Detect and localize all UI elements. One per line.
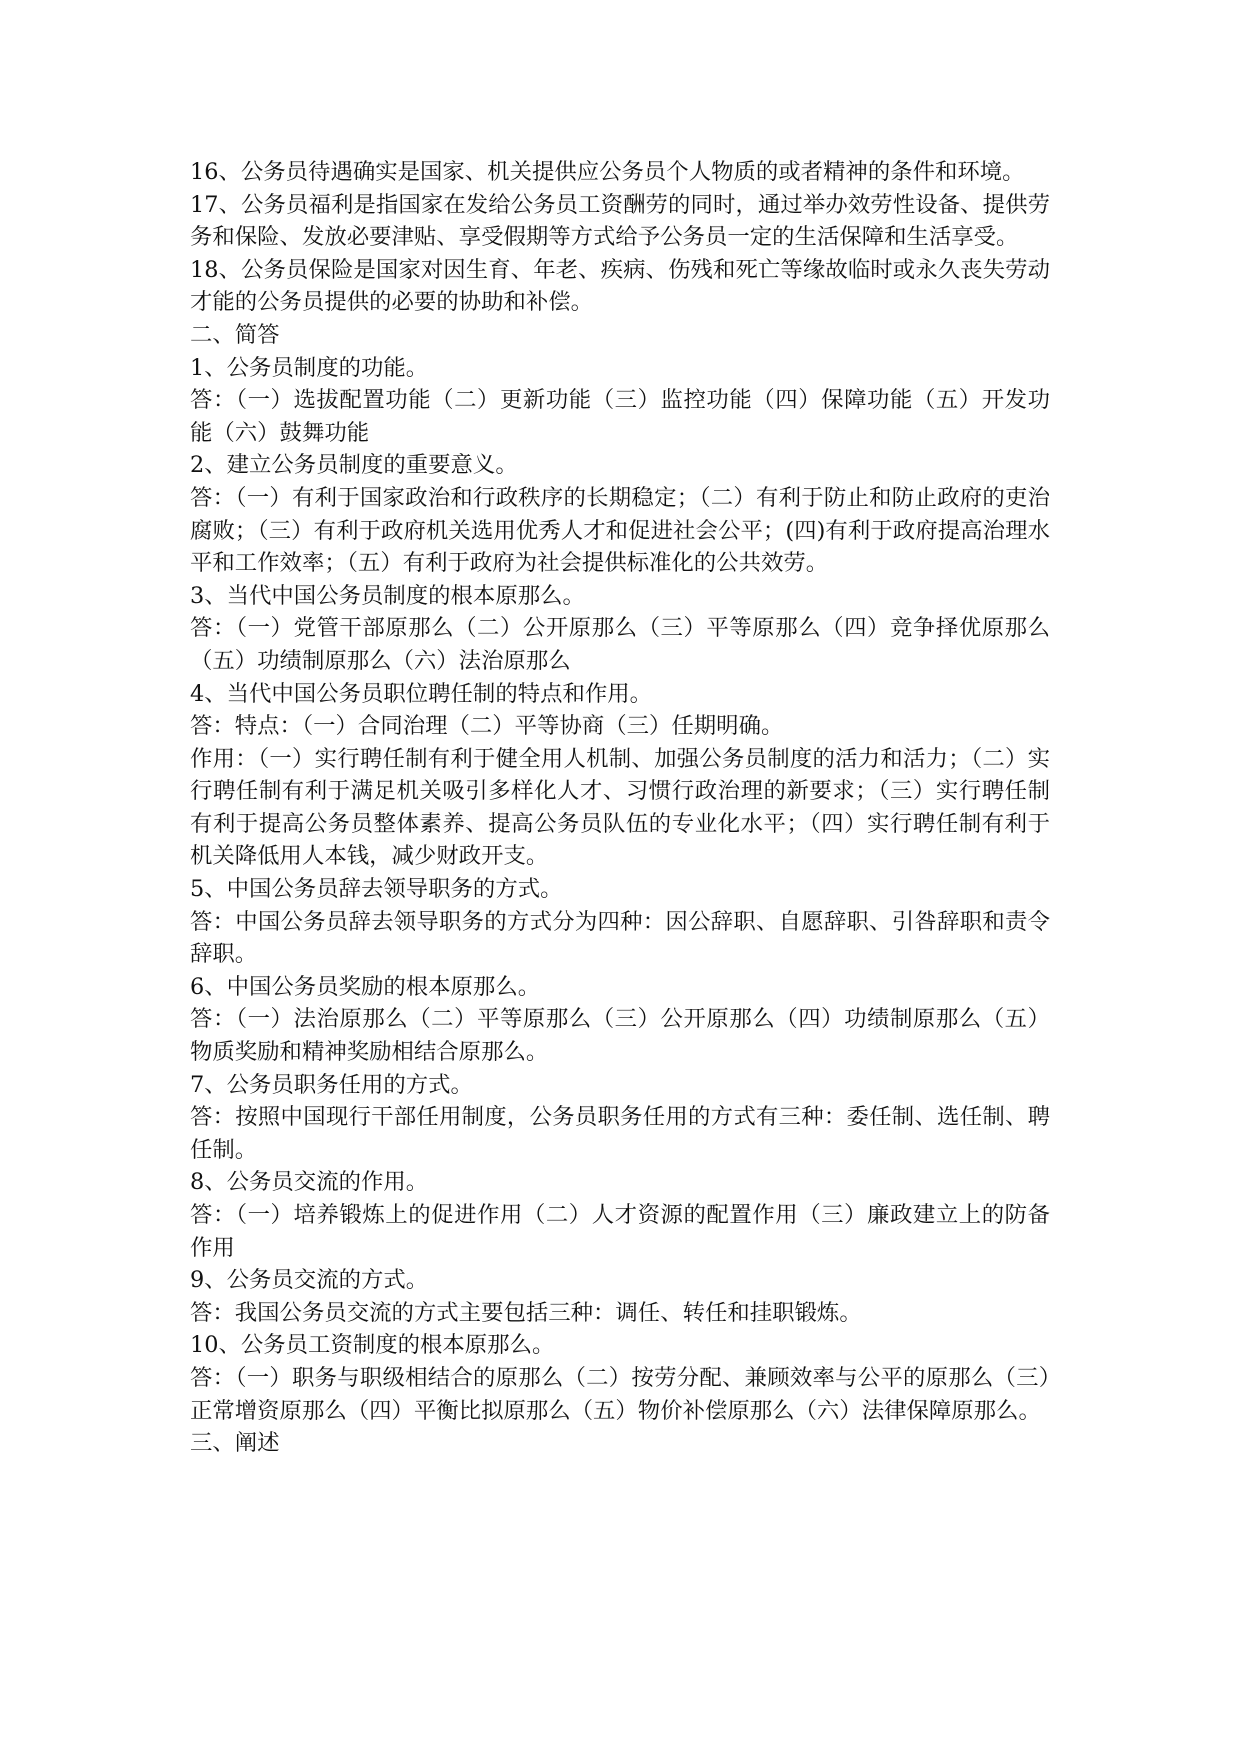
document-page: [190, 156, 1050, 1460]
answer-9: 答：我国公务员交流的方式主要包括三种：调任、转任和挂职锻炼。: [190, 1299, 862, 1326]
paragraph-18: 18、公务员保险是国家对因生育、年老、疾病、伤残和死亡等缘故临时或永久丧失劳动才能的公务员提供的必要的协助和补偿。: [190, 256, 1050, 316]
question-2: 2、建立公务员制度的重要意义。: [190, 452, 518, 479]
paragraph-17: 17、公务员福利是指国家在发给公务员工资酬劳的同时，通过举办效劳性设备、提供劳务和保险、发放必要津贴、享受假期等方式给予公务员一定的生活保障和生活享受。: [190, 191, 1050, 251]
answer-6: 答：（一）法治原那么（二）平等原那么（三）公开原那么（四）功绩制原那么（五）物质奖励和精神奖励相结合原那么。: [190, 1006, 1050, 1066]
answer-2: 答：（一）有利于国家政治和行政秩序的长期稳定；（二）有利于防止和防止政府的吏治腐败；（三）有利于政府机关选用优秀人才和促进社会公平；(四)有利于政府提高治理水平和工作效率；（五）有利于政府为社会提供标准化的公共效劳。: [190, 484, 1050, 577]
question-1: 1、公务员制度的功能。: [190, 354, 429, 381]
question-8: 8、公务员交流的作用。: [190, 1169, 429, 1196]
answer-5: 答：中国公务员辞去领导职务的方式分为四种：因公辞职、自愿辞职、引咎辞职和责令辞职。: [190, 908, 1050, 968]
question-3: 3、当代中国公务员制度的根本原那么。: [190, 582, 585, 609]
question-10: 10、公务员工资制度的根本原那么。: [190, 1332, 555, 1359]
question-9: 9、公务员交流的方式。: [190, 1267, 429, 1294]
answer-10: 答：（一）职务与职级相结合的原那么（二）按劳分配、兼顾效率与公平的原那么（三）正常增资原那么（四）平衡比拟原那么（五）物价补偿原那么（六）法律保障原那么。: [190, 1364, 1050, 1424]
answer-4-features: 答：特点：（一）合同治理（二）平等协商（三）任期明确。: [190, 713, 784, 740]
answer-8: 答：（一）培养锻炼上的促进作用（二）人才资源的配置作用（三）廉政建立上的防备作用: [190, 1202, 1050, 1261]
question-6: 6、中国公务员奖励的根本原那么。: [190, 973, 541, 1000]
answer-3: 答：（一）党管干部原那么（二）公开原那么（三）平等原那么（四）竞争择优原那么（五）功绩制原那么（六）法治原那么: [190, 615, 1050, 674]
question-4: 4、当代中国公务员职位聘任制的特点和作用。: [190, 680, 653, 707]
answer-4-effects: 作用：（一）实行聘任制有利于健全用人机制、加强公务员制度的活力和活力；（二）实行聘任制有利于满足机关吸引多样化人才、习惯行政治理的新要求；（三）实行聘任制有利于提高公务员整体素养、提高公务员队伍的专业化水平；（四）实行聘任制有利于机关降低用人本钱，减少财政开支。: [190, 745, 1050, 870]
section-heading-2: 二、简答: [190, 321, 280, 348]
paragraph-16: 16、公务员待遇确实是国家、机关提供应公务员个人物质的或者精神的条件和环境。: [190, 159, 1025, 185]
question-5: 5、中国公务员辞去领导职务的方式。: [190, 876, 563, 903]
section-heading-3: 三、阐述: [190, 1430, 280, 1457]
answer-7: 答：按照中国现行干部任用制度，公务员职务任用的方式有三种：委任制、选任制、聘任制。: [190, 1104, 1050, 1163]
question-7: 7、公务员职务任用的方式。: [190, 1071, 473, 1098]
answer-1: 答：（一）选拔配置功能（二）更新功能（三）监控功能（四）保障功能（五）开发功能（六）鼓舞功能: [190, 387, 1050, 446]
